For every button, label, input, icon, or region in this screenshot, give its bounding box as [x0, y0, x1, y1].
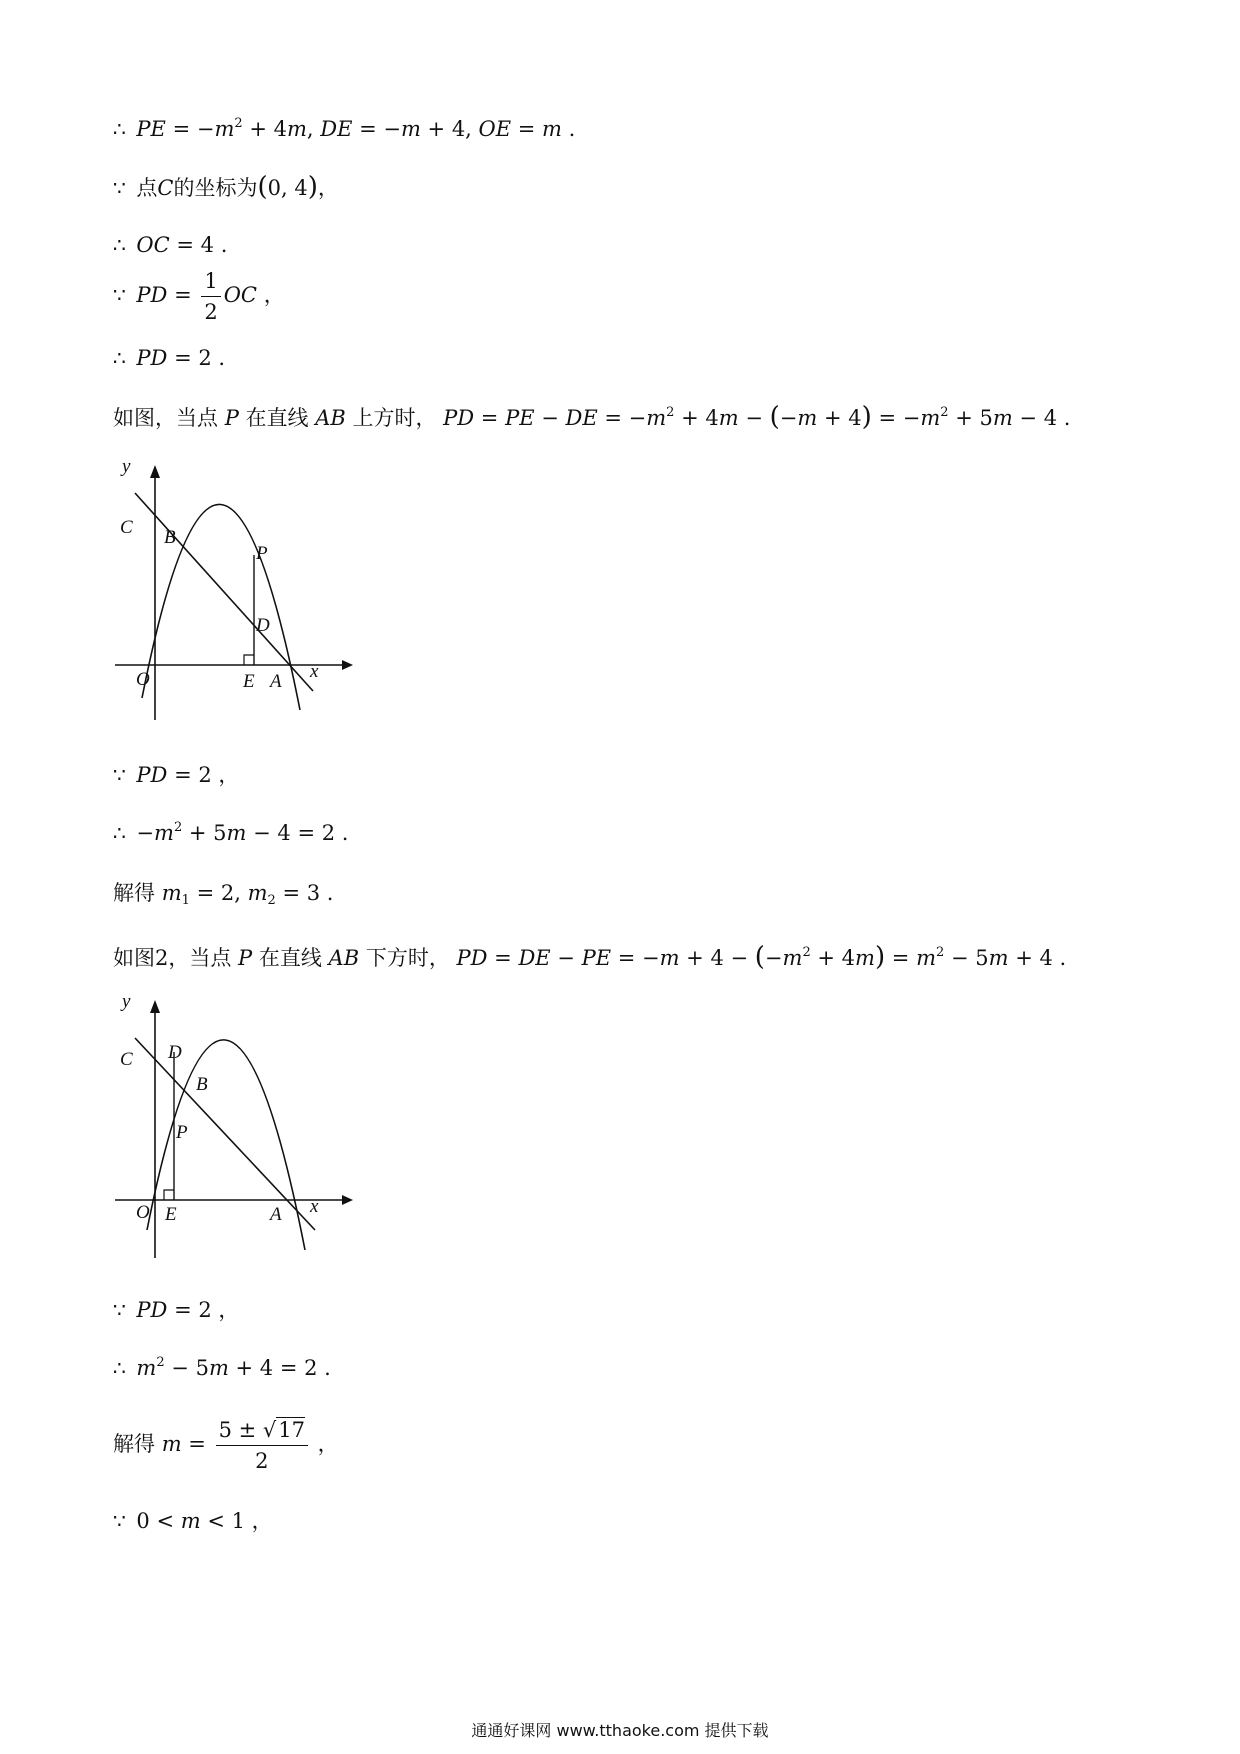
line-ab [135, 493, 313, 691]
line-case-below [113, 942, 1066, 973]
equation-text: 如图，当点 P 在直线 AB 上方时， PD = PE − DE = $-m^2 + 4m - (-m + 4) = -m^2 + 5m - 4$ . [113, 402, 1071, 432]
line-range-m: ∵ 0 < m < 1 ， [113, 1509, 273, 1533]
label-p: P [176, 1122, 188, 1143]
equation-text: PD = 2 ， [136, 1298, 240, 1322]
line-pd-half-oc: ∵ PD = $\frac{1}{2}$ OC ， [113, 266, 285, 327]
label-c: C [120, 517, 133, 538]
equation-text: 解得 $m_1 = 2$, $m_2 = 3$ . [113, 881, 334, 908]
line-pd-2-third: ∵ PD = 2 ， [113, 1298, 240, 1322]
label-x: x [310, 661, 319, 682]
line-solution-above [113, 878, 333, 908]
equation-text: PD = 2 ， [136, 763, 240, 787]
label-c: C [120, 1049, 133, 1070]
label-d: D [256, 615, 270, 636]
statement-text: 点C的坐标为(0, 4)， [136, 172, 339, 202]
line-case-above [113, 402, 1070, 433]
figure-1-parabola-above [110, 455, 360, 740]
line-oc: ∴ OC = 4 . [113, 233, 228, 257]
line-eq-above: ∴ $-m^2 + 5m - 4 = 2$ . [113, 820, 349, 845]
label-o: O [136, 669, 150, 690]
equation-text: PD = $\frac{1}{2}$ OC ， [136, 283, 284, 307]
equation-text: PD = 2 . [136, 346, 226, 370]
page-footer: 通通好课网 www.tthaoke.com 提供下载 [471, 1721, 769, 1740]
line-solution-below [113, 1415, 339, 1476]
inequality-text: 0 < m < 1 ， [136, 1509, 273, 1533]
label-e: E [243, 671, 255, 692]
equation-text: $-m^2 + 5m - 4 = 2$ . [136, 820, 349, 845]
fraction-5-pm-sqrt17-over-2: $\frac{5 \pm √17}{2}$ [216, 1415, 308, 1476]
y-axis-arrow [150, 465, 160, 478]
y-axis-arrow [150, 1000, 160, 1013]
label-p: P [256, 543, 268, 564]
equation-text: PE = $-m^2 + 4m$, DE = −m + 4, OE = m . [136, 116, 576, 141]
equation-text: 解得 m = $\frac{5 \pm √17}{2}$ ， [113, 1432, 339, 1456]
right-angle-mark [164, 1190, 174, 1200]
line-pd-2: ∴ PD = 2 . [113, 346, 226, 370]
label-o: O [136, 1202, 150, 1223]
equation-text: OC = 4 . [136, 233, 228, 257]
equation-text: $m^2 - 5m + 4 = 2$ . [136, 1355, 331, 1380]
label-b: B [164, 527, 176, 548]
figure-2-parabola-below [110, 990, 360, 1275]
label-a: A [270, 1204, 282, 1225]
label-x: x [310, 1196, 319, 1217]
label-a: A [270, 671, 282, 692]
label-b: B [196, 1074, 208, 1095]
fraction-one-half: $\frac{1}{2}$ [201, 266, 220, 327]
line-eq-below: ∴ $m^2 - 5m + 4 = 2$ . [113, 1355, 331, 1380]
label-y: y [122, 991, 131, 1012]
x-axis-arrow [342, 1195, 353, 1205]
line-point-c: ∵ 点C的坐标为(0, 4)， [113, 172, 339, 202]
x-axis-arrow [342, 660, 353, 670]
line-pe-de-oe: ∴ PE = $-m^2 + 4m$, DE = −m + 4, OE = m . [113, 116, 576, 141]
label-y: y [122, 456, 131, 477]
label-d: D [168, 1042, 182, 1063]
line-ab [135, 1038, 315, 1230]
line-pd-2-again: ∵ PD = 2 ， [113, 763, 240, 787]
equation-text: 如图2，当点 P 在直线 AB 下方时， PD = DE − PE = $-m + 4 - (-m^2 + 4m) = m^2 - 5m + 4$ . [113, 942, 1067, 972]
right-angle-mark [244, 655, 254, 665]
label-e: E [165, 1204, 177, 1225]
